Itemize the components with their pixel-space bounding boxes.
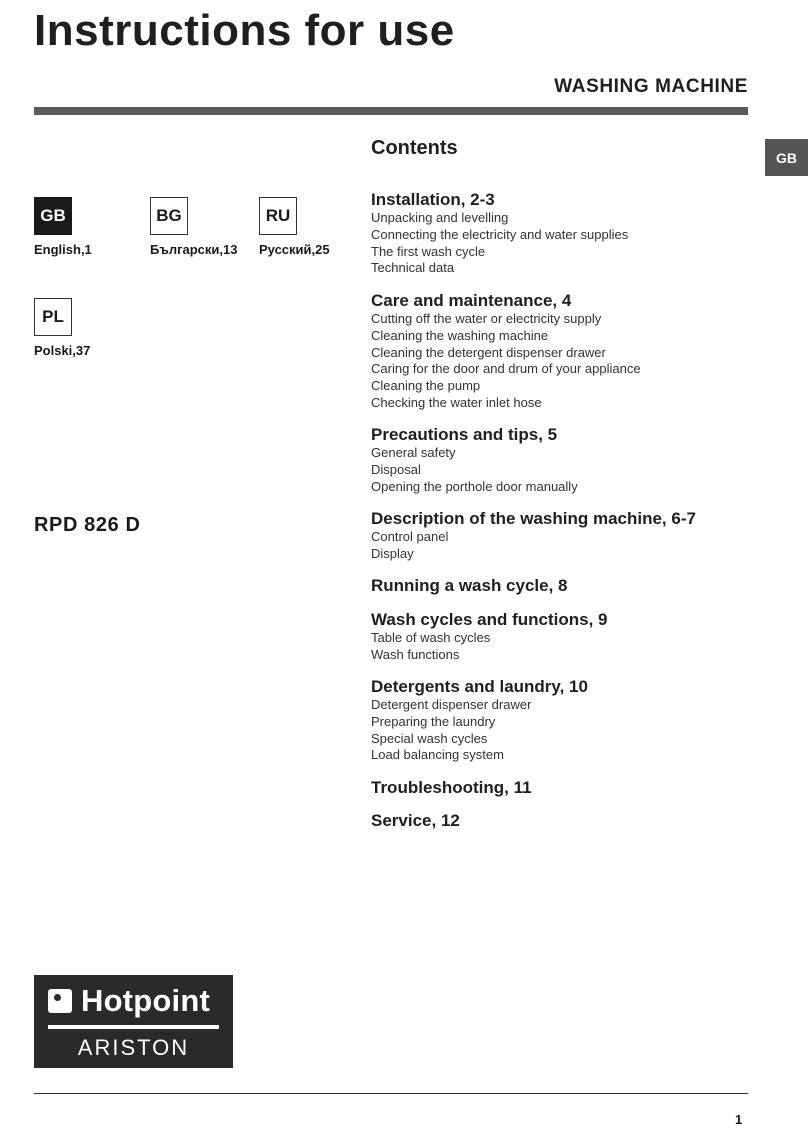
language-label: Русский,25 [259,242,330,257]
toc-section-title: Running a wash cycle, 8 [371,576,568,595]
toc-section-title: Service, 12 [371,811,460,830]
toc-section-wash-cycles [371,610,608,664]
toc-item: Checking the water inlet hose [371,394,542,410]
toc-item: Cleaning the detergent dispenser drawer [371,344,606,360]
language-label: Polski,37 [34,343,91,358]
toc-item: Special wash cycles [371,730,488,746]
toc-section-service [371,811,460,831]
hotpoint-ariston-logo [34,975,233,1068]
toc-section-detergents [371,677,588,764]
toc-item: Cutting off the water or electricity supply [371,311,602,326]
toc-section-title: Precautions and tips, 5 [371,425,558,444]
toc-item: Load balancing system [371,747,504,763]
toc-section-title: Care and maintenance, 4 [371,291,572,310]
language-pl [34,298,90,358]
toc-item: Preparing the laundry [371,713,496,729]
toc-item: Caring for the door and drum of your appliance [371,361,641,377]
logo-brand-text: Hotpoint [81,983,210,1018]
toc-section-installation [371,190,628,277]
language-ru [259,197,330,257]
toc-section-title: Installation, 2-3 [371,190,495,209]
toc-item: Cleaning the washing machine [371,327,549,343]
toc-item: Connecting the electricity and water supplies [371,226,629,242]
toc-section-title: Description of the washing machine, 6-7 [371,509,696,528]
toc-item: Control panel [371,529,449,544]
language-code-box: RU [259,197,297,235]
language-label: English,1 [34,242,92,257]
logo-sub-text: ARISTON [77,1035,190,1060]
toc-section-title: Troubleshooting, 11 [371,778,532,797]
toc-section-description [371,509,696,563]
brand-mark-icon [48,989,72,1013]
toc-section-title: Detergents and laundry, 10 [371,677,588,696]
page-number: 1 [735,1112,743,1127]
language-gb [34,197,92,257]
contents-heading: Contents [371,137,458,159]
toc-item: Wash functions [371,646,460,662]
header-rule [34,107,748,115]
logo-divider [48,1025,219,1029]
model-number: RPD 826 D [34,514,141,536]
footer-rule [34,1093,748,1094]
toc-item: Detergent dispenser drawer [371,697,532,712]
toc-item: Disposal [371,461,421,477]
toc-section-troubleshooting [371,778,532,798]
language-code-box: PL [34,298,72,336]
toc-item: Cleaning the pump [371,378,481,394]
toc-item: Unpacking and levelling [371,210,509,225]
page-title: Instructions for use [34,6,455,55]
toc-item: Table of wash cycles [371,630,491,645]
language-code-box: BG [150,197,188,235]
toc-item: The first wash cycle [371,243,486,259]
language-bg [150,197,237,257]
toc-section-care [371,291,641,412]
toc-item: Opening the porthole door manually [371,478,578,494]
product-type: WASHING MACHINE [554,76,748,97]
toc-section-running [371,576,568,596]
language-side-tab: GB [765,139,808,176]
toc-section-title: Wash cycles and functions, 9 [371,610,608,629]
toc-item: Technical data [371,260,455,276]
language-code-box: GB [34,197,72,235]
toc-item: General safety [371,445,456,460]
toc-item: Display [371,545,414,561]
language-label: Български,13 [150,242,238,257]
toc-section-precautions [371,425,578,495]
